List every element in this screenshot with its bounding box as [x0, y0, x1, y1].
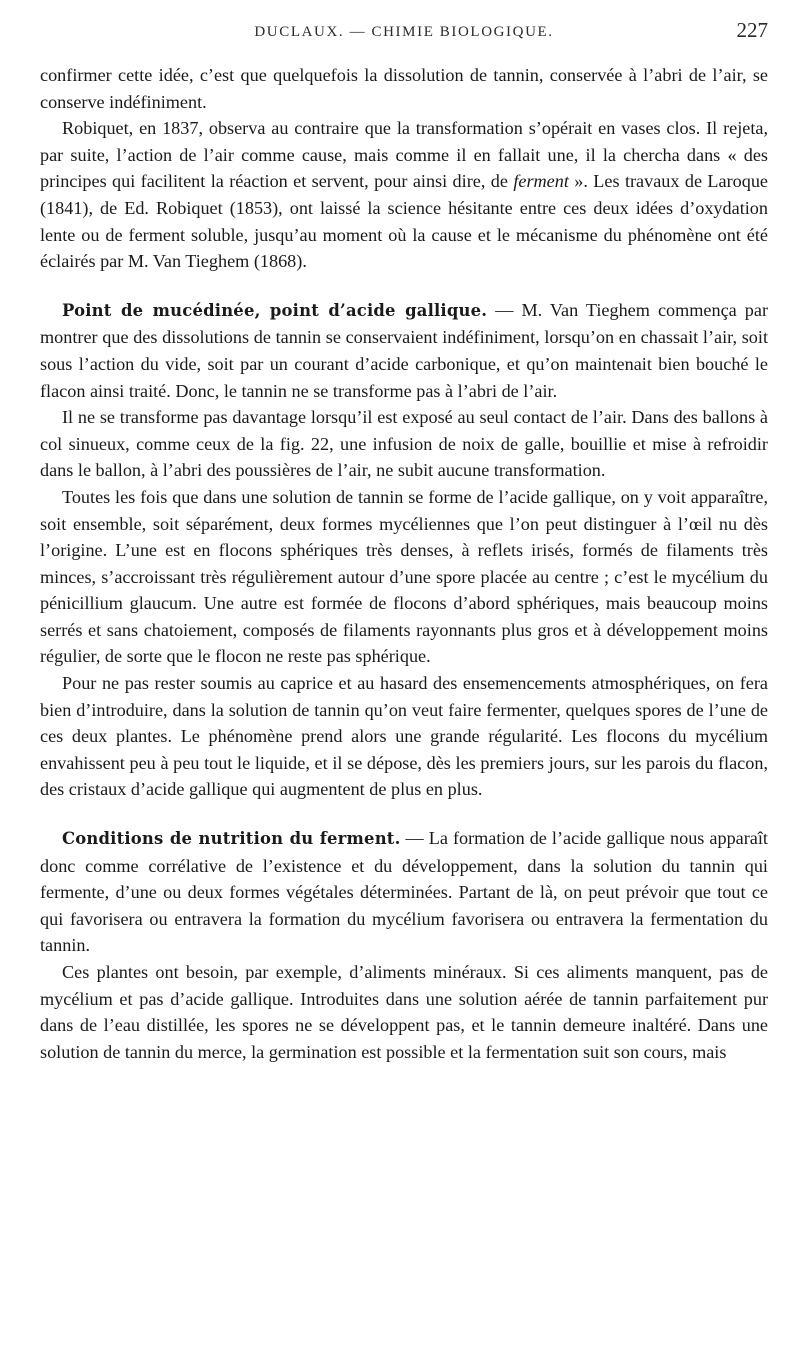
paragraph-robiquet-part-a: Robiquet, en 1837, observa au contraire que la transformation s’opérait en vases clos. Il rejeta, par suite, l’action de l’air comme cause, mais comme il en fallait une, il la chercha dans « des principes qui facilitent la réaction et servent, pour ainsi dire, de — [40, 118, 768, 192]
paragraph-nutrition-body: — La formation de l’acide gallique nous apparaît donc comme corrélative de l’existence et du développement, dans la solution du tannin qui fermente, d’une ou deux formes végétales déterminées. Partant de là, on peut prévoir que tout ce qui favorisera ou entravera la formation du mycélium favorisera ou entravera la fermentation du tannin. — [40, 828, 768, 956]
document-page — [40, 0, 768, 1364]
section-gap — [40, 275, 768, 297]
paragraph-seeding: Pour ne pas rester soumis au caprice et au hasard des ensemencements atmosphériques, on fera bien d’introduire, dans la solution de tannin qu’on veut faire fermenter, quelques spores de l’une de ces deux plantes. Le phénomène prend alors une grande régularité. Les flocons du mycélium envahissent peu à peu tout le liquide, et il se dépose, dès les premiers jours, sur les parois du flacon, des cristaux d’acide gallique qui augmentent de plus en plus. — [40, 673, 768, 800]
paragraph-mineral-nutrients: Ces plantes ont besoin, par exemple, d’aliments minéraux. Si ces aliments manquent, pas de mycélium et pas d’acide gallique. Introduites dans une solution aérée de tannin parfaitement pur dans de l’eau distillée, les spores ne se développent pas, et le tannin demeure inaltéré. Dans une solution de tannin du merce, la germination est possible et la fermentation suit son cours, mais — [40, 962, 768, 1062]
paragraph-robiquet — [40, 115, 768, 275]
paragraph-section-nutrition — [40, 825, 768, 959]
paragraph-section-mucedinee — [40, 297, 768, 404]
running-title: DUCLAUX. — CHIMIE BIOLOGIQUE. — [254, 24, 554, 40]
paragraph-continuation: confirmer cette idée, c’est que quelquefois la dissolution de tannin, conservée à l’abri de l’air, se conserve indéfiniment. — [40, 65, 768, 112]
run-in-heading-mucedinee: Point de mucédinée, point d’acide gallique. — [62, 300, 488, 320]
paragraph-air-contact: Il ne se transforme pas davantage lorsqu’il est exposé au seul contact de l’air. Dans des ballons à col sinueux, comme ceux de la fig. 22, une infusion de noix de galle, bouillie et mise à refroidir dans le ballon, à l’abri des poussières de l’air, ne subit aucune transformation. — [40, 407, 768, 481]
run-in-heading-nutrition: Conditions de nutrition du ferment. — [62, 829, 401, 849]
paragraph-robiquet-part-b: ». Les travaux de Laroque (1841), de Ed. Robiquet (1853), ont laissé la science hésitante entre ces deux idées d’oxydation lente ou de ferment soluble, jusqu’au moment où la cause et le mécanisme du phénomène ont été éclairés par M. Van Tieghem (1868). — [40, 171, 768, 272]
section-gap — [40, 803, 768, 825]
italic-ferment: ferment — [513, 171, 569, 192]
body-text — [40, 62, 768, 1065]
paragraph-van-tieghem: — M. Van Tieghem commença par montrer que des dissolutions de tannin se conservaient indéfiniment, lorsqu’on en chassait l’air, soit sous l’action du vide, soit par un courant d’acide carbonique, et qu’on maintenait bien bouché le flacon ainsi traité. Donc, le tannin ne se transforme pas à l’abri de l’air. — [40, 299, 768, 401]
paragraph-mycelial-forms: Toutes les fois que dans une solution de tannin se forme de l’acide gallique, on y voit apparaître, soit ensemble, soit séparément, deux formes mycéliennes que l’on peut distinguer à l’œil nu dès l’origine. L’une est en flocons sphériques très denses, à reflets irisés, formés de filaments très minces, s’accroissant très régulièrement autour d’une spore placée au centre ; c’est le mycélium du pénicillium glaucum. Une autre est formée de flocons d’abord sphériques, mais beaucoup moins serrés et sans chatoiement, composés de filaments rayonnants plus gros et à développement moins régulier, de sorte que le flocon ne reste pas sphérique. — [40, 486, 768, 667]
running-head — [40, 18, 768, 62]
page-number: 227 — [736, 18, 768, 42]
